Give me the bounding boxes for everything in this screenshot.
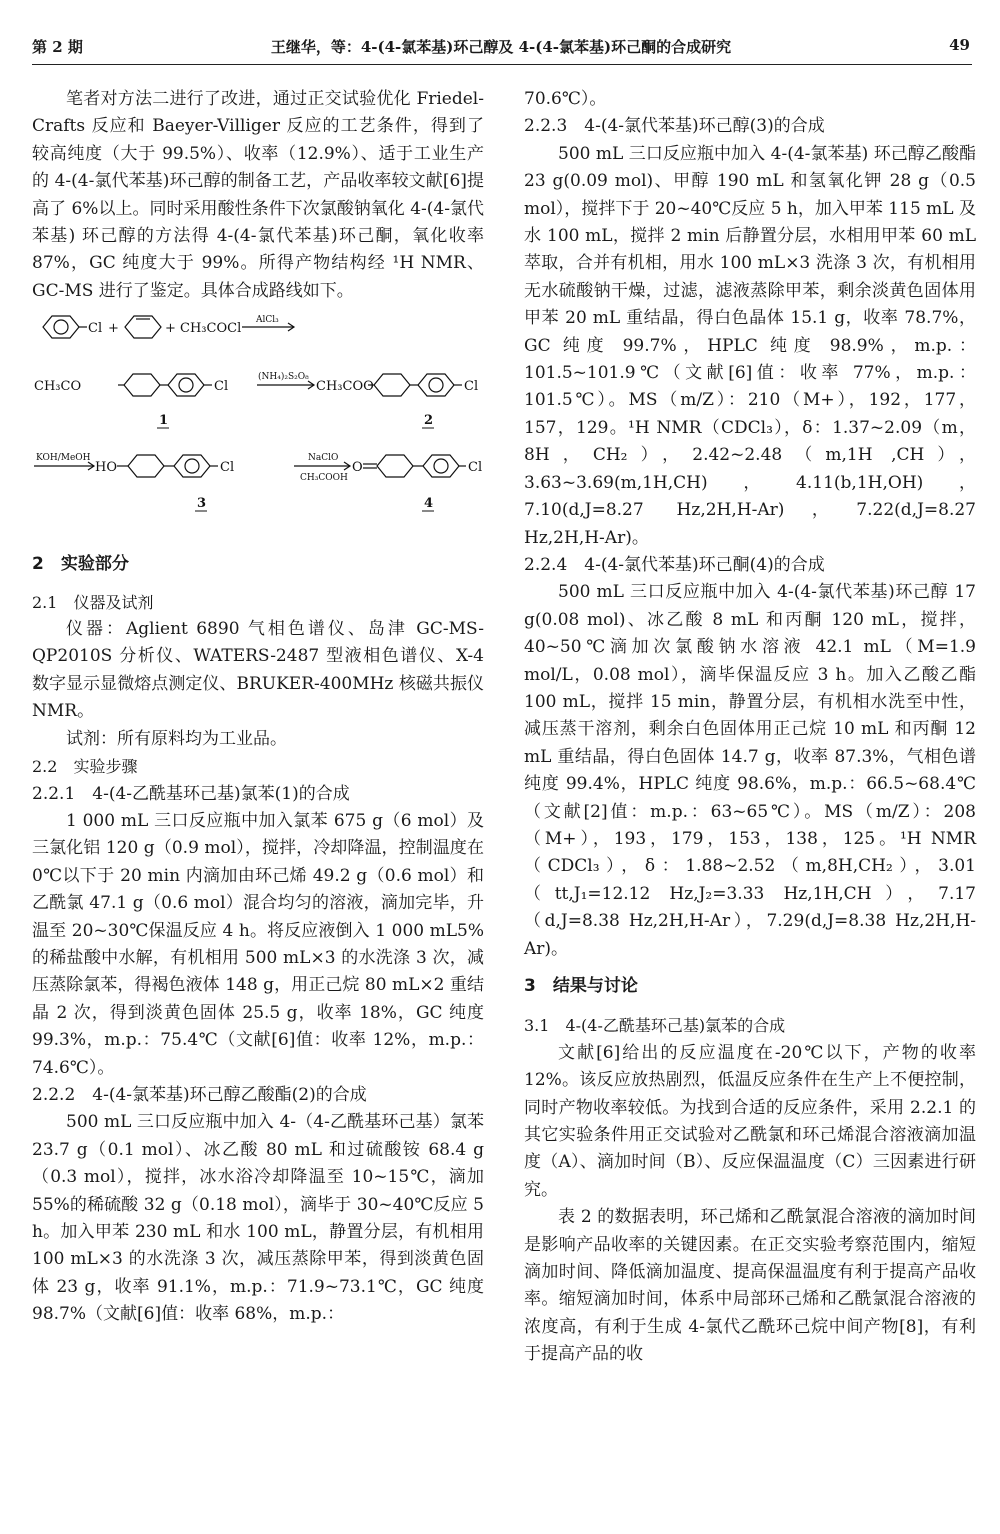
compound-2-benzene bbox=[418, 374, 454, 396]
right-column bbox=[524, 86, 976, 1369]
compound-4-benzene bbox=[423, 455, 459, 477]
row3-reagent: KOH/MeOH bbox=[36, 453, 91, 464]
row3-ho: HO bbox=[95, 460, 117, 476]
header-rule bbox=[32, 64, 972, 65]
section-3-1-paragraph-2: 表 2 的数据表明，环己烯和乙酰氯混合溶液的滴加时间是影响产品收率的关键因素。在正交实验考察范围内，缩短滴加时间、降低滴加温度、提高保温温度有利于提高产品收率。缩短滴加时间，体系中局部环己烯和乙酰氯混合溶液的浓度高，有利于生成 4-氯代乙酰环己烷中间产物[8]，有利于提高产品的收 bbox=[524, 1207, 976, 1365]
row1-plus-1: + bbox=[108, 321, 119, 337]
row2-acyl: CH₃CO bbox=[34, 379, 82, 395]
label-compound-4: 4 bbox=[424, 496, 434, 512]
row3-product-cl: Cl bbox=[468, 460, 483, 476]
section-2-2-2-body: 500 mL 三口反应瓶中加入 4-（4-乙酰基环己基）氯苯 23.7 g（0.1 mol）、冰乙酸 80 mL 和过硫酸铵 68.4 g（0.3 mol），搅拌，冰水浴冷却降温至 10~15℃，滴加 55%的稀硫酸 32 g（0.18 mol），滴毕于 30~40℃反应 5 h。加入甲苯 230 mL 和水 100 mL，静置分层，有机相用 100 mL×3 的水洗涤 3 次，减压蒸除甲苯，得到淡黄色固体 23 g，收率 91.1%，m.p.：71.9~73.1℃，GC 纯度 98.7%（文献[6]值：收率 68%，m.p.： bbox=[32, 1112, 484, 1325]
instruments-paragraph: 仪器：Aglient 6890 气相色谱仪、岛津 GC-MS-QP2010S 分析仪、WATERS-2487 型液相色谱仪、X-4 数字显示显微熔点测定仪、BRUKER-400MHz 核磁共振仪 NMR。 bbox=[32, 619, 484, 722]
section-2-2-4-body: 500 mL 三口反应瓶中加入 4-(4-氯代苯基)环己醇 17 g(0.08 mol)、冰乙酸 8 mL 和丙酮 120 mL，搅拌，40~50℃滴加次氯酸钠水溶液 42.1 mL（M=1.9 mol/L，0.08 mol），滴毕保温反应 3 h。加入乙酸乙酯 100 mL，搅拌 15 min，静置分层，有机相水洗至中性，减压蒸干溶剂，剩余白色固体用正己烷 10 mL 和丙酮 12 mL 重结晶，得白色固体 14.7 g，收率 87.3%，气相色谱纯度 99.4%，HPLC 纯度 98.6%，m.p.：66.5~68.4℃（文献[2]值：m.p.：63~65℃）。MS（m/Z）：208（M+），193，179，153，138，125。¹H NMR（CDCl₃），δ：1.88~2.52（m,8H,CH₂），3.01（tt,J₁=12.12 Hz,J₂=3.33 Hz,1H,CH），7.17（d,J=8.38 Hz,2H,H-Ar），7.29(d,J=8.38 Hz,2H,H-Ar)。 bbox=[524, 582, 976, 959]
row3-reagent-top: NaClO bbox=[308, 453, 339, 464]
row3-o: O bbox=[352, 460, 363, 476]
section-2-1-heading: 2.1 仪器及试剂 bbox=[32, 592, 154, 612]
label-compound-2: 2 bbox=[424, 413, 434, 429]
section-2-2-3-body: 500 mL 三口反应瓶中加入 4-(4-氯苯基) 环己醇乙酸酯 23 g(0.09 mol)、甲醇 190 mL 和氢氧化钾 28 g（0.5 mol），搅拌下于 20~40℃反应 5 h，加入甲苯 115 mL 及水 100 mL，搅拌 2 min 后静置分层，水相用甲苯 60 mL 萃取，合并有机相，用水 100 mL×3 洗涤 3 次，有机相用无水硫酸钠干燥，过滤，滤液蒸除甲苯，剩余淡黄色固体用甲苯 20 mL 重结晶，得白色晶体 15.1 g，收率 78.7%，GC 纯度 99.7%，HPLC 纯度 98.9%，m.p.：101.5~101.9℃（文献[6]值：收率 77%，m.p.：101.5℃）。MS（m/Z）：210（M+），192，177，157，129。¹H NMR（CDCl₃），δ：1.37~2.09（m，8H，CH₂），2.42~2.48（m,1H ,CH），3.63~3.69(m,1H,CH)，4.11(b,1H,OH)，7.10(d,J=8.27 Hz,2H,H-Ar)，7.22(d,J=8.27 Hz,2H,H-Ar)。 bbox=[524, 143, 976, 548]
issue-number: 第 2 期 bbox=[32, 38, 83, 56]
section-3-1-heading: 3.1 4-(4-乙酰基环己基)氯苯的合成 bbox=[524, 1016, 786, 1036]
compound-3-cyclohexane bbox=[128, 455, 164, 477]
page-number: 49 bbox=[949, 36, 970, 54]
section-2-2-4-heading: 2.2.4 4-(4-氯代苯基)环己酮(4)的合成 bbox=[524, 554, 825, 575]
row3-cl: Cl bbox=[220, 460, 235, 476]
left-column bbox=[32, 86, 484, 1329]
continuation-text: 70.6℃）。 bbox=[524, 89, 607, 109]
compound-4-cyclohexanone bbox=[377, 455, 413, 477]
row1-cl: Cl bbox=[88, 321, 103, 337]
label-compound-3: 3 bbox=[197, 496, 207, 512]
section-2-2-1-body: 1 000 mL 三口反应瓶中加入氯苯 675 g（6 mol）及三氯化铝 120 g（0.9 mol），搅拌，冷却降温，控制温度在 0℃以下于 20 min 内滴加由环己烯 49.2 g（0.6 mol）和乙酰氯 47.1 g（0.6 mol）混合均匀的溶液，滴加完毕，升温至 20~30℃保温反应 4 h。将反应液倒入 1 000 mL5%的稀盐酸中水解，有机相用 500 mL×3 的水洗涤 3 次，减压蒸除氯苯，得褐色液体 148 g，用正己烷 80 mL×2 重结晶 2 次，得到淡黄色固体 25.5 g，收率 18%，GC 纯度 99.3%，m.p.：75.4℃（文献[6]值：收率 12%，m.p.：74.6℃）。 bbox=[32, 810, 484, 1078]
compound-2-cyclohexane bbox=[374, 374, 410, 396]
row2-cl: Cl bbox=[214, 379, 229, 395]
label-compound-1: 1 bbox=[159, 413, 169, 429]
synthesis-scheme bbox=[32, 313, 484, 537]
cyclohexene-ring bbox=[125, 316, 161, 338]
row2-product-acyl: CH₃COO bbox=[316, 379, 374, 395]
section-2-2-1-heading: 2.2.1 4-(4-乙酰基环己基)氯苯(1)的合成 bbox=[32, 783, 350, 804]
running-header bbox=[32, 30, 970, 64]
running-title: 王继华，等：4-(4-氯苯基)环己醇及 4-(4-氯苯基)环己酮的合成研究 bbox=[270, 38, 732, 56]
compound-1-cyclohexane bbox=[124, 374, 160, 396]
row1-reagent: AlCl₃ bbox=[256, 315, 279, 326]
section-2-2-3-heading: 2.2.3 4-(4-氯代苯基)环己醇(3)的合成 bbox=[524, 116, 825, 137]
section-2-2-2-heading: 2.2.2 4-(4-氯苯基)环己醇乙酸酯(2)的合成 bbox=[32, 1084, 367, 1105]
chlorobenzene-ring bbox=[43, 316, 87, 338]
section-3-1-paragraph-1: 文献[6]给出的反应温度在-20℃以下，产物的收率 12%。该反应放热剧烈，低温反应条件在生产上不便控制，同时产物收率较低。为找到合适的反应条件，采用 2.2.1 的其它实验条件用正交试验对乙酰氯和环己烯混合溶液滴加温度（A）、滴加时间（B）、反应保温温度（C）三因素进行研究。 bbox=[524, 1042, 976, 1200]
reagents-paragraph: 试剂：所有原料均为工业品。 bbox=[66, 728, 287, 749]
row3-reagent-bottom: CH₃COOH bbox=[300, 473, 348, 484]
row1-plus-acetyl-chloride: + CH₃COCl bbox=[165, 321, 242, 337]
row2-reagent: (NH₄)₂S₂O₈ bbox=[258, 372, 309, 383]
compound-3-benzene bbox=[174, 455, 210, 477]
section-2-heading: 2 实验部分 bbox=[32, 554, 129, 575]
intro-paragraph: 笔者对方法二进行了改进，通过正交试验优化 Friedel-Crafts 反应和 Baeyer-Villiger 反应的工艺条件，得到了较高纯度（大于 99.5%）、收率（12.9%）、适于工业生产的 4-(4-氯代苯基)环己醇的制备工艺，产品收率较文献[6]提高了 6%以上。同时采用酸性条件下次氯酸钠氧化 4-(4-氯代苯基) 环己醇的方法得 4-(4-氯代苯基)环己酮，氧化收率 87%，GC 纯度大于 99%。所得产物结构经 ¹H NMR、GC-MS 进行了鉴定。具体合成路线如下。 bbox=[32, 89, 484, 301]
compound-1-benzene bbox=[168, 374, 204, 396]
section-2-2-heading: 2.2 实验步骤 bbox=[32, 757, 138, 777]
row2-product-cl: Cl bbox=[464, 379, 479, 395]
section-3-heading: 3 结果与讨论 bbox=[524, 976, 638, 996]
